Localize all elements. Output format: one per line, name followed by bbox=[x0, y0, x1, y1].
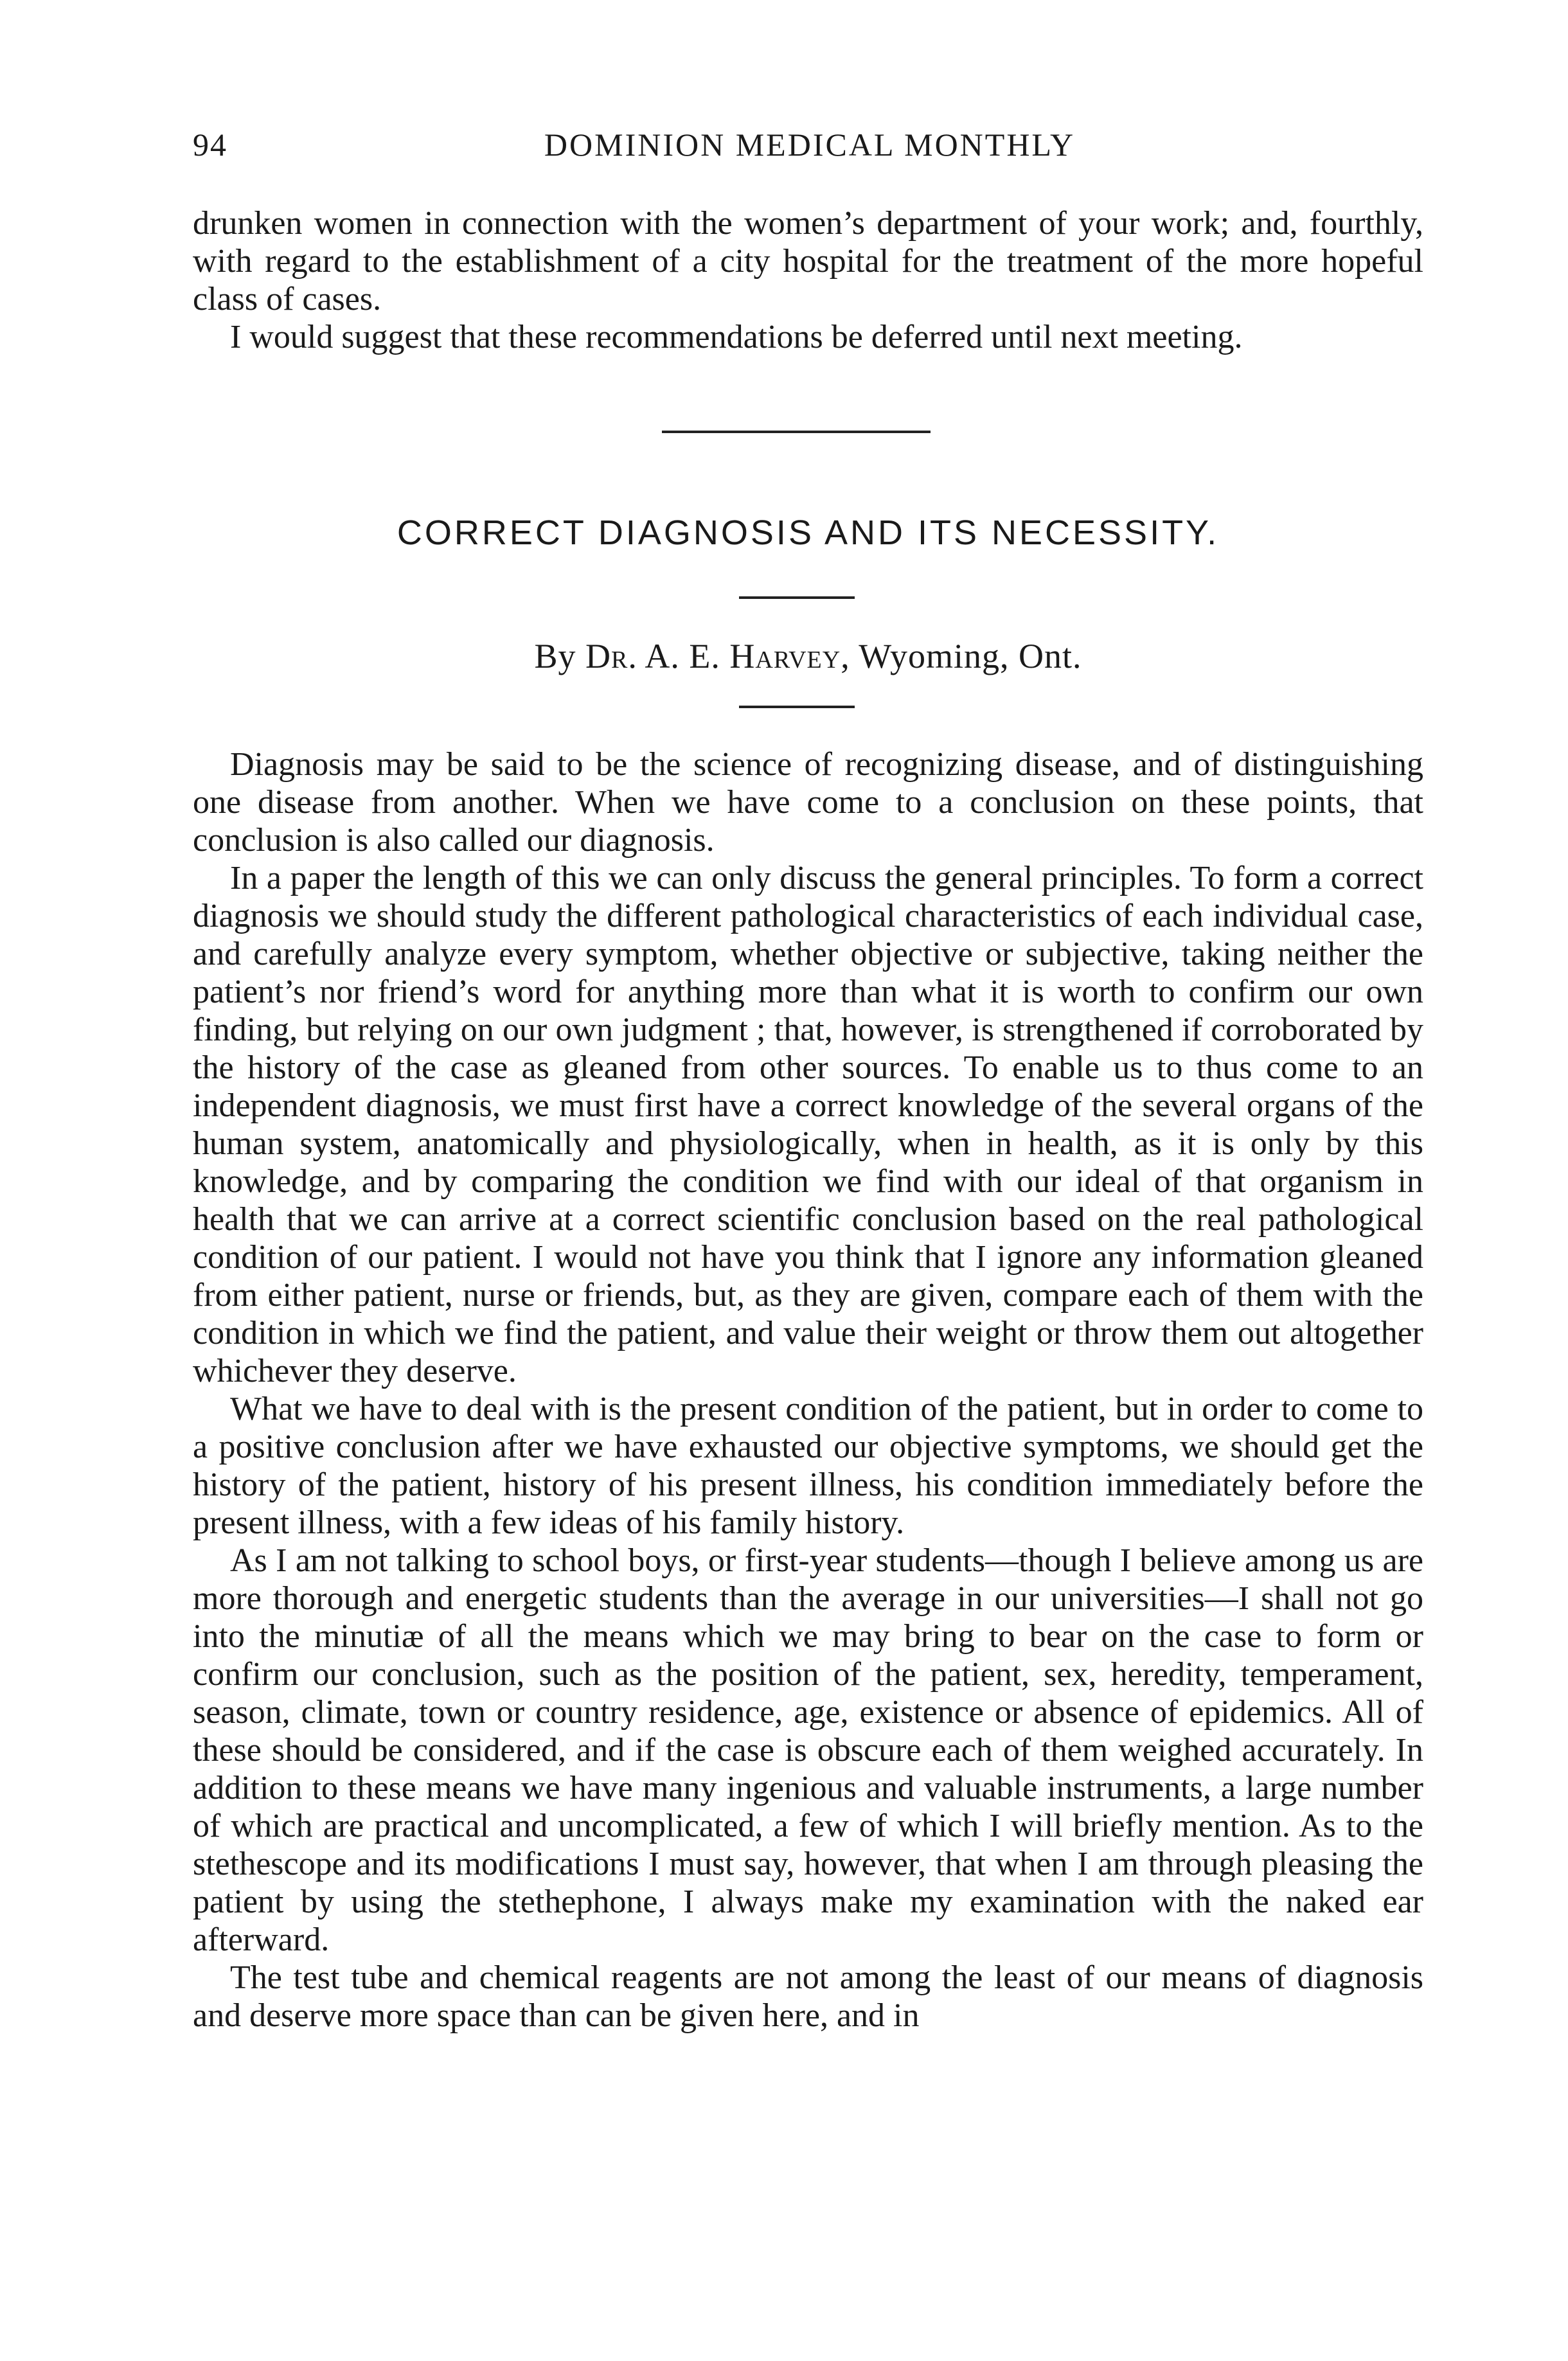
byline-divider bbox=[739, 706, 855, 708]
preceding-paragraph-2: I would suggest that these recommendations be deferred until next meeting. bbox=[230, 319, 1243, 355]
article-paragraph-5: The test tube and chemical reagents are not among the least of our means of diagnosis and deserve more space than can be given here, and in bbox=[193, 1959, 1423, 2034]
title-divider bbox=[739, 596, 855, 599]
article-title: CORRECT DIAGNOSIS AND ITS NECESSITY. bbox=[396, 513, 1220, 552]
article-paragraph-2: In a paper the length of this we can only discuss the general principles. To form a correct diagnosis we should study the different pathological characteristics of each individual case, and carefully analyze every symptom, whether objective or subjective, taking neither the patient’s nor friend’s word for anything more than what it is worth to confirm our own finding, but relying on our own judgment ; that, however, is strengthened if corroborated by the history of the case as gleaned from other sources. To enable us to thus come to an independent diagnosis, we must first have a correct knowledge of the several organs of the human system, anatomically and physiologically, when in health, as it is only by this knowledge, and by comparing the condition we find with our ideal of that organism in health that we can arrive at a correct scientific conclusion based on the real pathological condition of our patient. I would not have you think that I ignore any information gleaned from either patient, nurse or friends, but, as they are given, compare each of them with the condition in which we find the patient, and value their weight or throw them out altogether whichever they deserve. bbox=[193, 860, 1423, 1389]
running-head bbox=[193, 126, 1427, 171]
byline-prefix: By bbox=[534, 637, 586, 675]
article-paragraph-3: What we have to deal with is the present condition of the patient, but in order to come to a positive conclusion after we have exhausted our objective symptoms, we should get the history of the patient, history of his present illness, his condition immediately before the present illness, with a few ideas of his family history. bbox=[193, 1391, 1423, 1541]
article-paragraph-4: As I am not talking to school boys, or first-year students—though I believe among us are more thorough and energetic students than the average in our universities—I shall not go into the minutiæ of all the means which we may bring to bear on the case to form or confirm our conclusion, such as the position of the patient, sex, heredity, temperament, season, climate, town or country residence, age, existence or absence of epidemics. All of these should be considered, and if the case is obscure each of them weighed accurately. In addition to these means we have many ingenious and valuable instruments, a large number of which are practical and uncomplicated, a few of which I will briefly mention. As to the stethescope and its modifications I must say, however, that when I am through pleasing the patient by using the stethephone, I always make my examination with the naked ear afterward. bbox=[193, 1542, 1423, 1958]
page-number: 94 bbox=[193, 127, 227, 163]
section-divider bbox=[662, 431, 931, 433]
article-paragraph-1: Diagnosis may be said to be the science of recognizing disease, and of distinguishing one disease from another. When we have come to a conclusion on these points, that conclusion is also called our diagnosis. bbox=[193, 746, 1423, 859]
byline bbox=[193, 636, 1423, 676]
preceding-article-end bbox=[193, 204, 1423, 356]
author-name: Dr. A. E. Harvey bbox=[585, 637, 841, 675]
author-location: , Wyoming, Ont. bbox=[841, 637, 1082, 675]
journal-title: DOMINION MEDICAL MONTHLY bbox=[544, 127, 1076, 163]
preceding-paragraph-1: drunken women in connection with the women’s department of your work; and, fourthly, with regard to the establishment of a city hospital for the treatment of the more hopeful class of cases. bbox=[193, 205, 1423, 317]
article-body bbox=[193, 745, 1423, 2035]
